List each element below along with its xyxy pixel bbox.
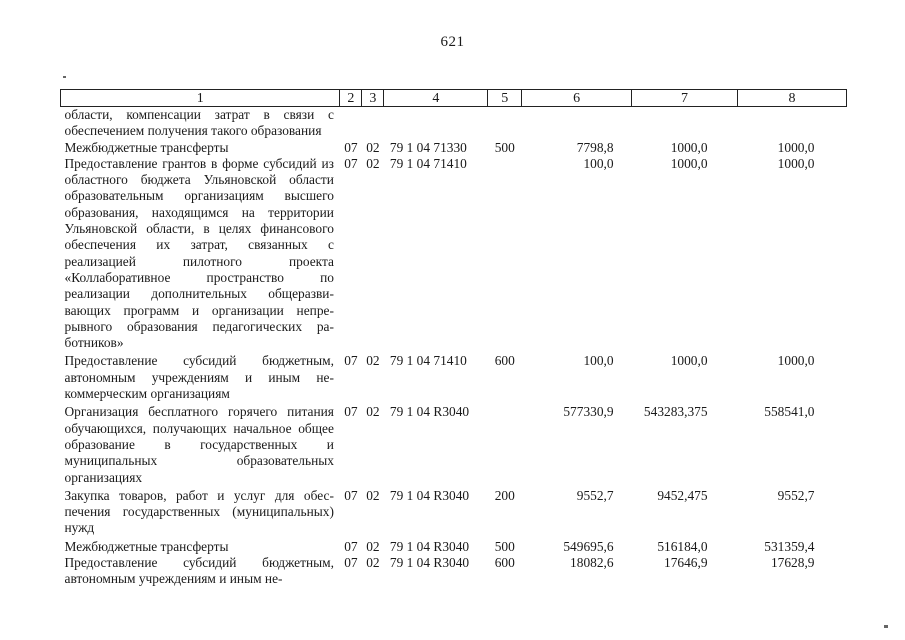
row-amount-col8: 17628,9 <box>770 555 815 571</box>
row-name: Организация бесплатного горячего питания обучающихся, получающих начальное общее образование в государственных и муниципальных образовательных организациях <box>64 404 334 485</box>
row-subsection: 02 <box>366 538 380 554</box>
row-amount-col8: 9552,7 <box>777 487 815 503</box>
row-amount-col6 <box>522 107 632 140</box>
row-target-article: 79 1 04 71410 <box>389 155 467 171</box>
row-amount-col8: 1000,0 <box>777 155 815 171</box>
scan-speck <box>63 76 66 78</box>
row-amount-col7: 9452,475 <box>657 487 708 503</box>
table-row <box>61 537 847 555</box>
row-expense-type: 600 <box>494 353 515 369</box>
row-amount-col8 <box>738 107 847 140</box>
row-amount-col8: 1000,0 <box>777 139 815 155</box>
column-header-4: 4 <box>384 90 488 107</box>
row-amount-col6: 100,0 <box>583 353 614 369</box>
table-row <box>61 555 847 588</box>
budget-table <box>60 89 847 588</box>
row-subsection: 02 <box>366 555 380 571</box>
table-row <box>61 351 847 402</box>
row-amount-col8: 1000,0 <box>777 353 815 369</box>
row-target-article: 79 1 04 R3040 <box>389 538 470 554</box>
row-expense-type: 200 <box>494 487 515 503</box>
table-row <box>61 107 847 140</box>
row-subsection: 02 <box>366 155 380 171</box>
row-target-article: 79 1 04 71330 <box>389 139 467 155</box>
row-subsection: 02 <box>366 404 380 420</box>
row-expense-type: 500 <box>494 538 515 554</box>
page-number: 621 <box>440 34 465 50</box>
row-amount-col6: 18082,6 <box>570 555 614 571</box>
row-amount-col7: 1000,0 <box>670 155 708 171</box>
table-row <box>61 140 847 156</box>
row-name: Закупка товаров, работ и услуг для обеспечения государственных (муниципальных) нужд <box>64 487 334 536</box>
row-amount-col8: 558541,0 <box>764 404 815 420</box>
row-subsection: 02 <box>366 487 380 503</box>
row-amount-col6: 577330,9 <box>563 404 614 420</box>
budget-sheet <box>60 89 847 588</box>
row-section: 07 <box>344 139 358 155</box>
row-section: 07 <box>344 538 358 554</box>
row-name: Предоставление субсидий бюджетным, автономным учреждениям и иным некоммерческим организациям <box>64 353 334 402</box>
column-header-3: 3 <box>362 90 384 107</box>
row-section: 07 <box>344 555 358 571</box>
column-header-8: 8 <box>738 90 847 107</box>
row-subsection: 02 <box>366 139 380 155</box>
row-section: 07 <box>344 487 358 503</box>
row-target-article: 79 1 04 R3040 <box>389 404 470 420</box>
row-amount-col7: 543283,375 <box>643 404 708 420</box>
table-row <box>61 402 847 485</box>
row-expense-type <box>488 107 522 140</box>
row-section: 07 <box>344 155 358 171</box>
row-target-article: 79 1 04 R3040 <box>389 487 470 503</box>
row-name: Предоставление грантов в форме субсидий из областного бюджета Ульяновской области образовательным организациям высшего образования, находящимся на территории Ульяновской области, в целях финансового обеспечения их затрат, связанных с реализацией пилотного проекта «Коллаборативное пространство по реализации дополнительных общеразвивающих программ и организации непрерывного образования педагогических работников» <box>64 155 334 351</box>
row-name: Предоставление субсидий бюджетным, автономным учреждениям и иным не- <box>64 555 334 587</box>
row-section <box>340 107 362 140</box>
row-amount-col6: 9552,7 <box>576 487 614 503</box>
row-target-article: 79 1 04 R3040 <box>389 555 470 571</box>
row-expense-type: 500 <box>494 139 515 155</box>
row-expense-type <box>488 156 522 352</box>
scan-speck <box>884 625 888 628</box>
row-amount-col6: 7798,8 <box>576 139 614 155</box>
row-amount-col6: 549695,6 <box>563 538 614 554</box>
column-number-header <box>61 90 847 107</box>
row-expense-type: 600 <box>494 555 515 571</box>
row-amount-col7 <box>632 107 738 140</box>
row-target-article <box>384 107 488 140</box>
column-header-5: 5 <box>488 90 522 107</box>
row-amount-col7: 1000,0 <box>670 353 708 369</box>
row-amount-col8: 531359,4 <box>764 538 815 554</box>
table-row <box>61 486 847 537</box>
row-amount-col7: 17646,9 <box>664 555 708 571</box>
row-amount-col6: 100,0 <box>583 155 614 171</box>
row-amount-col7: 516184,0 <box>657 538 708 554</box>
column-header-1: 1 <box>61 90 340 107</box>
column-header-7: 7 <box>632 90 738 107</box>
row-section: 07 <box>344 404 358 420</box>
row-target-article: 79 1 04 71410 <box>389 353 467 369</box>
row-amount-col7: 1000,0 <box>670 139 708 155</box>
row-subsection <box>362 107 384 140</box>
row-section: 07 <box>344 353 358 369</box>
row-name: Межбюджетные трансферты <box>64 538 229 554</box>
column-header-2: 2 <box>340 90 362 107</box>
column-header-6: 6 <box>522 90 632 107</box>
table-row <box>61 156 847 352</box>
row-name: Межбюджетные трансферты <box>64 139 229 155</box>
row-expense-type <box>488 402 522 485</box>
row-name: области, компенсации затрат в связи с обеспечением получения такого образования <box>64 107 334 139</box>
row-subsection: 02 <box>366 353 380 369</box>
